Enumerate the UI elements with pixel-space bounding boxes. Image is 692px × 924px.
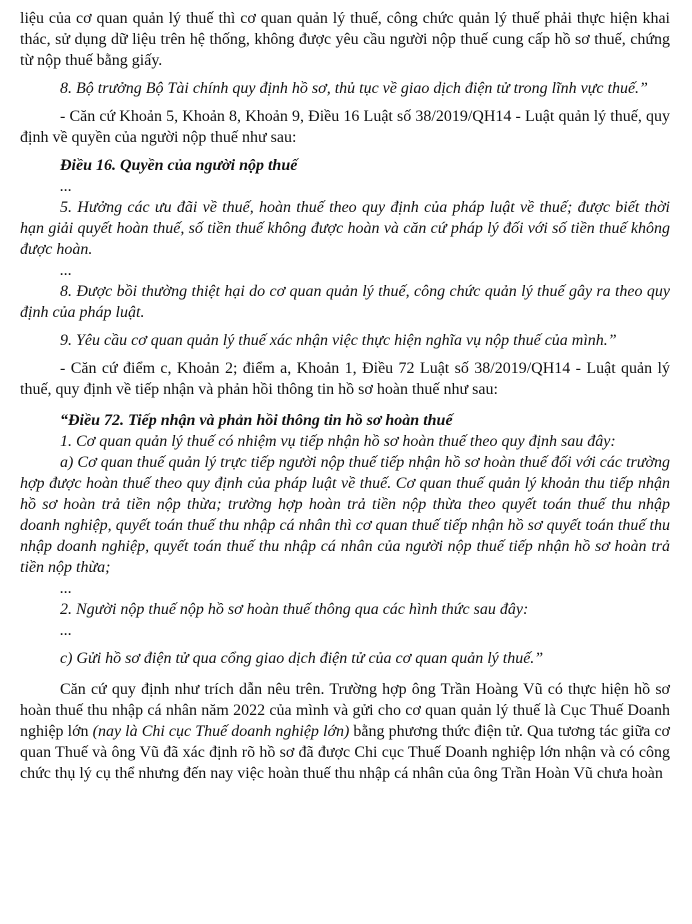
article-16-clause-5: 5. Hưởng các ưu đãi về thuế, hoàn thuế theo quy định của pháp luật về thuế; được biết thời hạn giải quyết hoàn thuế, số tiền thuế không được hoàn và căn cứ pháp lý đối với số tiền thuế không được hoàn.: [20, 199, 670, 258]
conclusion-italic-note: (nay là Chi cục Thuế doanh nghiệp lớn): [92, 723, 350, 740]
article-72-clause-1: 1. Cơ quan quản lý thuế có nhiệm vụ tiếp nhận hồ sơ hoàn thuế theo quy định sau đây:: [60, 433, 616, 450]
paragraph-continuation: liệu của cơ quan quản lý thuế thì cơ quan quản lý thuế, công chức quản lý thuế phải thực hiện khai thác, sử dụng dữ liệu trên hệ thống, không được yêu cầu người nộp thuế cung cấp hồ sơ thuế, chứng từ nộp thuế bằng giấy.: [20, 10, 670, 69]
clause-8-financial-minister: 8. Bộ trưởng Bộ Tài chính quy định hồ sơ, thủ tục về giao dịch điện tử trong lĩnh vực thuế.”: [60, 80, 648, 97]
article-16-clause-9: 9. Yêu cầu cơ quan quản lý thuế xác nhận việc thực hiện nghĩa vụ nộp thuế của mình.”: [60, 332, 617, 349]
article-16-clause-8: 8. Được bồi thường thiệt hại do cơ quan quản lý thuế, công chức quản lý thuế gây ra theo quy định của pháp luật.: [20, 283, 670, 321]
article-72-heading: “Điều 72. Tiếp nhận và phản hồi thông tin hồ sơ hoàn thuế: [60, 412, 453, 429]
article-16-heading: Điều 16. Quyền của người nộp thuế: [60, 157, 298, 174]
conclusion-text-part-1: Căn cứ quy định như trích dẫn nêu trên. Trường hợp ông Trần Hoàng Vũ có thực hiện hồ sơ hoàn thuế thu nhập cá nhân năm 2022 của mình và gửi cho cơ quan quản lý thuế là Cục Thuế Doanh nghiệp lớn: [20, 681, 670, 740]
conclusion-paragraph: [20, 679, 670, 784]
article-72-point-a: a) Cơ quan thuế quản lý trực tiếp người nộp thuế tiếp nhận hồ sơ hoàn thuế đối với các trường hợp được hoàn thuế theo quy định của pháp luật về thuế. Cơ quan thuế quản lý khoản thu tiếp nhận hồ sơ hoàn trả tiền nộp thừa; trường hợp hoàn trả tiền nộp thừa theo quyết toán thuế thu nhập doanh nghiệp, quyết toán thuế thu nhập cá nhân thì cơ quan thuế tiếp nhận hồ sơ quyết toán thuế thu nhập doanh nghiệp, quyết toán thuế thu nhập cá nhân của người nộp thuế tiếp nhận hồ sơ hoàn trả tiền nộp thừa;: [20, 454, 670, 576]
conclusion-text-part-2: bằng phương thức điện tử. Qua tương tác giữa cơ quan Thuế và ông Vũ đã xác định rõ hồ sơ đã được Chi cục Thuế Doanh nghiệp lớn nhận và có công chức thụ lý cụ thể nhưng đến nay việc hoàn thuế thu nhập cá nhân của ông Trần Hoàn Vũ chưa hoàn: [20, 723, 671, 782]
ellipsis: ...: [60, 580, 72, 597]
basis-article-16: - Căn cứ Khoản 5, Khoản 8, Khoản 9, Điều 16 Luật số 38/2019/QH14 - Luật quản lý thuế, quy định về quyền của người nộp thuế như sau:: [20, 108, 670, 146]
ellipsis: ...: [60, 178, 72, 195]
ellipsis: ...: [60, 622, 72, 639]
article-72-point-c: c) Gửi hồ sơ điện tử qua cổng giao dịch điện tử của cơ quan quản lý thuế.”: [60, 650, 544, 667]
ellipsis: ...: [60, 262, 72, 279]
basis-article-72: - Căn cứ điểm c, Khoản 2; điểm a, Khoản 1, Điều 72 Luật số 38/2019/QH14 - Luật quản lý thuế, quy định về tiếp nhận và phản hồi thông tin hồ sơ hoàn thuế như sau:: [20, 360, 670, 398]
article-72-clause-2: 2. Người nộp thuế nộp hồ sơ hoàn thuế thông qua các hình thức sau đây:: [60, 601, 529, 618]
